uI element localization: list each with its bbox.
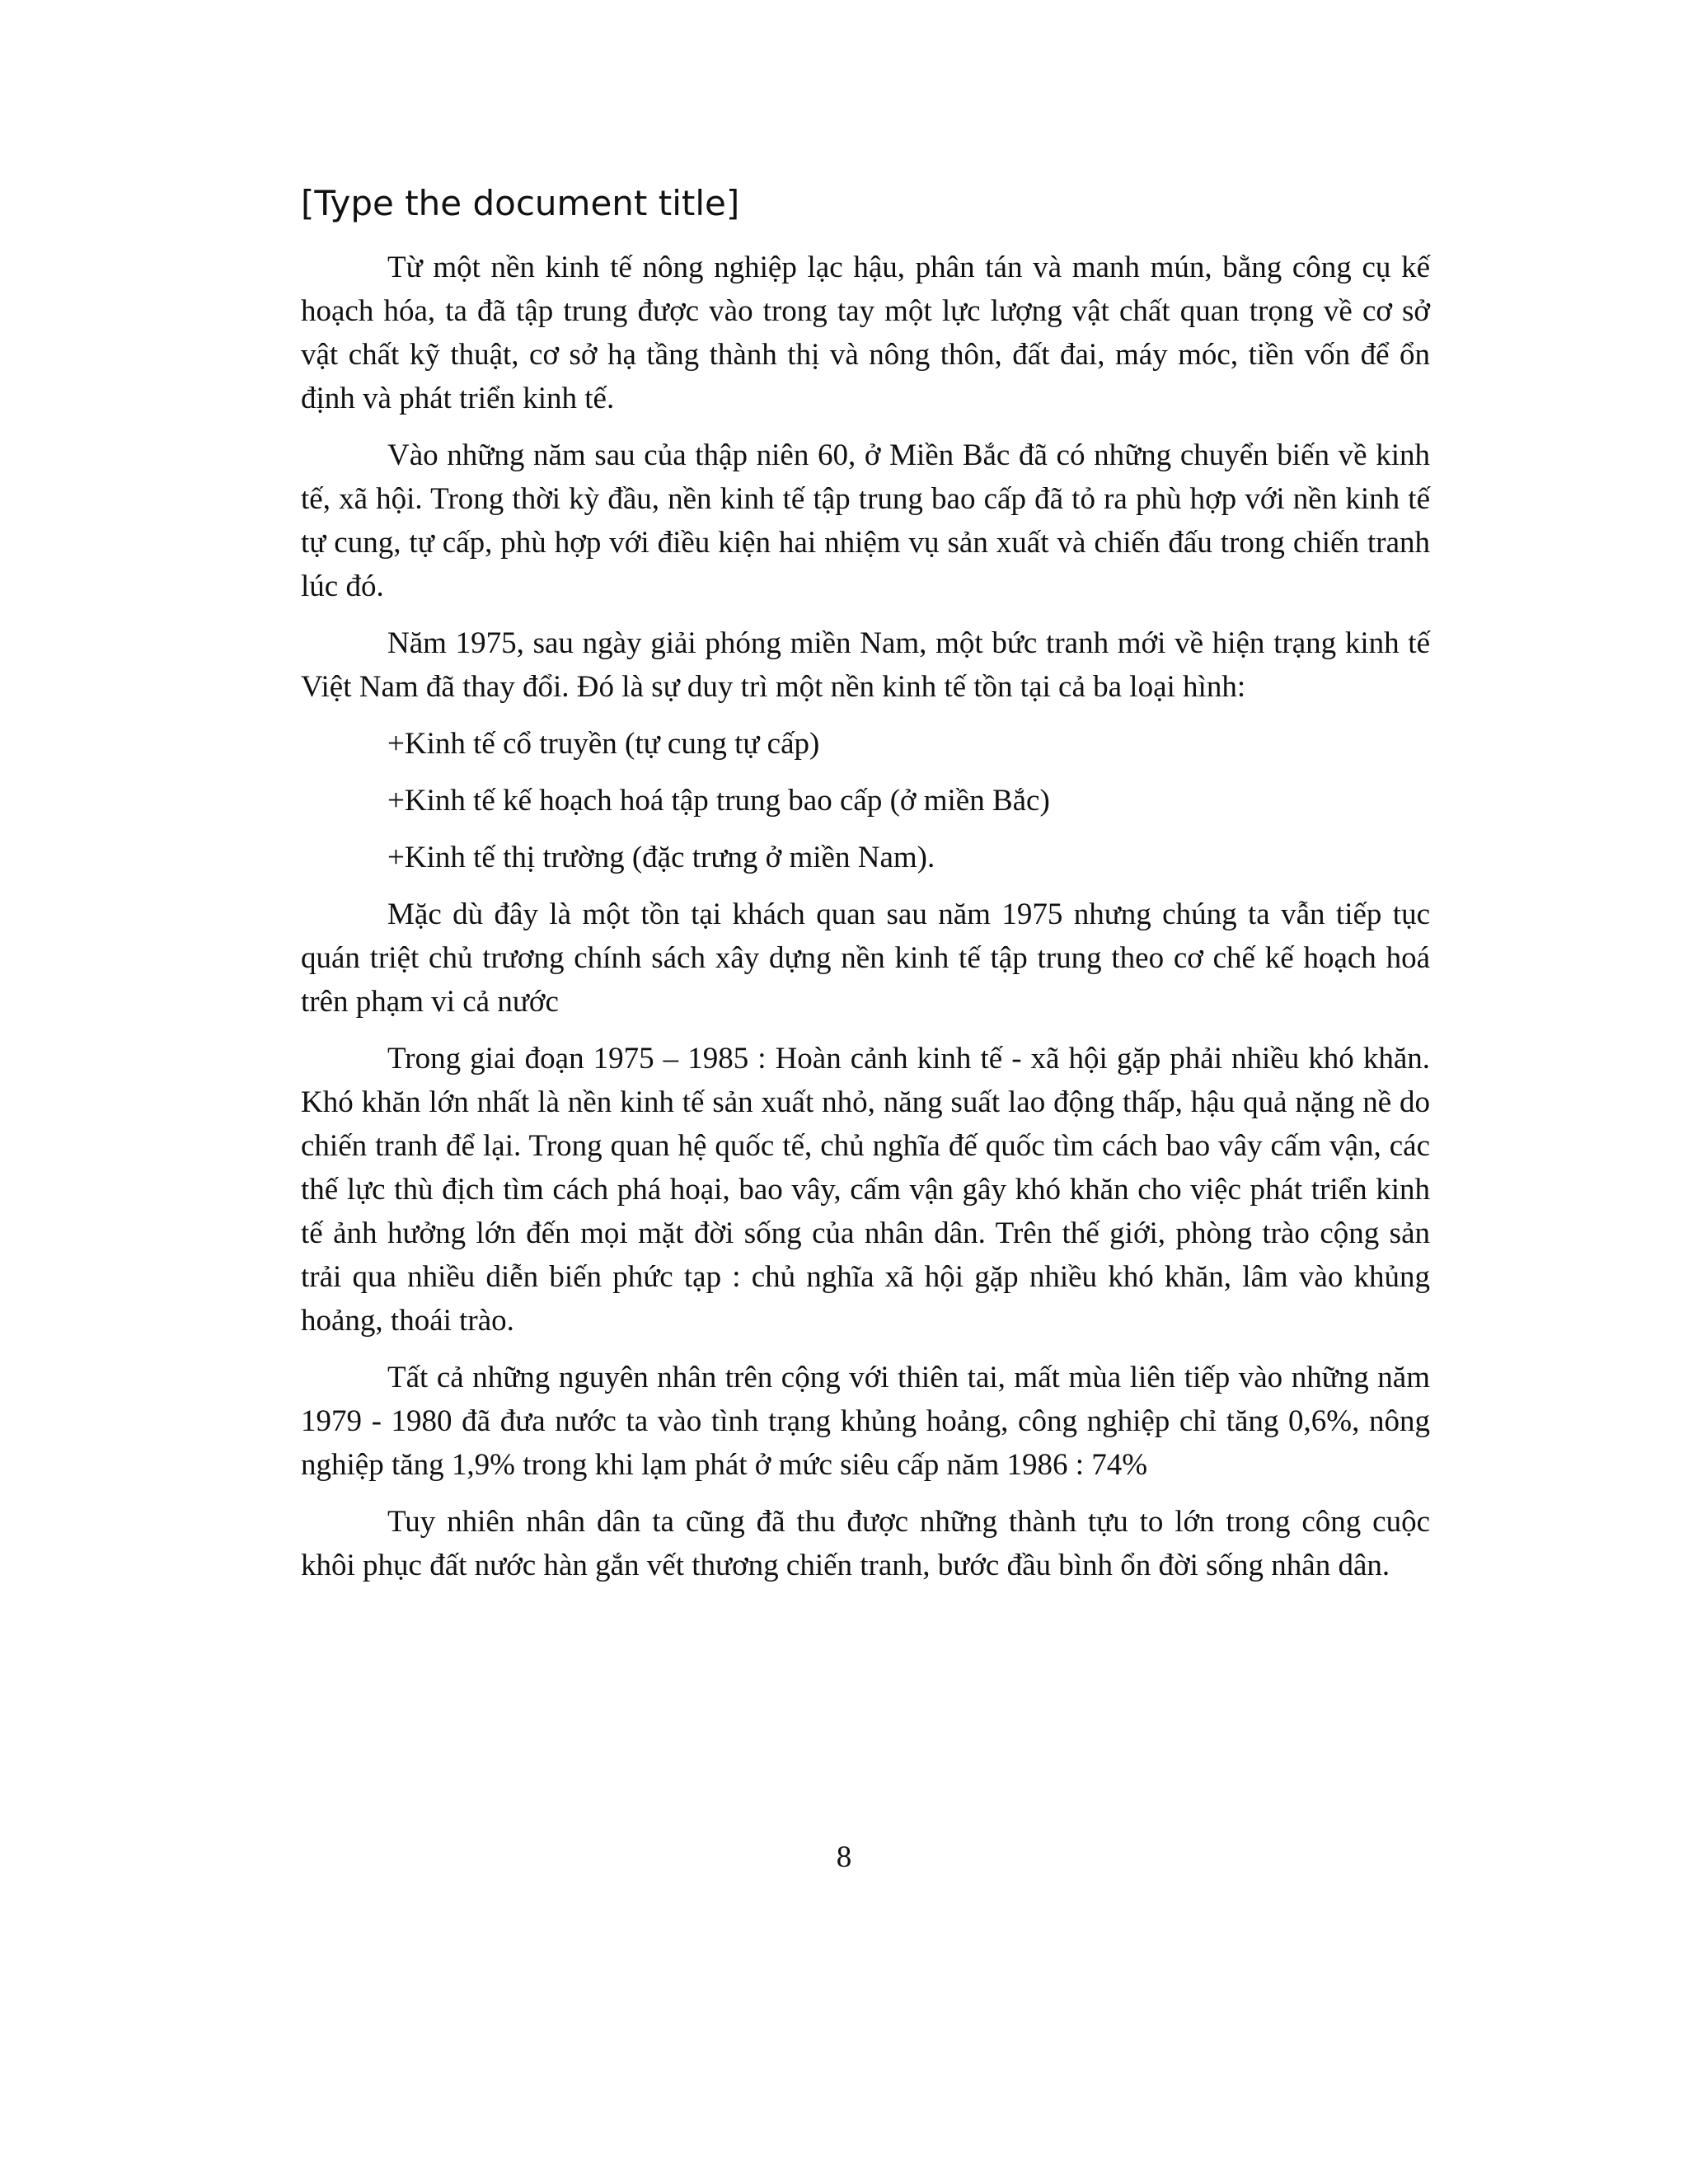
paragraph-4: Mặc dù đây là một tồn tại khách quan sau năm 1975 nhưng chúng ta vẫn tiếp tục quán triệt chủ trương chính sách xây dựng nền kinh tế tập trung theo cơ chế kế hoạch hoá trên phạm vi cả nước <box>301 898 1430 1019</box>
list-item-planned-economy: +Kinh tế kế hoạch hoá tập trung bao cấp (ở miền Bắc) <box>387 784 1050 818</box>
paragraph-6: Tất cả những nguyên nhân trên cộng với thiên tai, mất mùa liên tiếp vào những năm 1979 - 1980 đã đưa nước ta vào tình trạng khủng hoảng, công nghiệp chỉ tăng 0,6%, nông nghiệp tăng 1,9% trong khi lạm phát ở mức siêu cấp năm 1986 : 74% <box>301 1361 1430 1482</box>
paragraph-5: Trong giai đoạn 1975 – 1985 : Hoàn cảnh kinh tế - xã hội gặp phải nhiều khó khăn. Khó khăn lớn nhất là nền kinh tế sản xuất nhỏ, năng suất lao động thấp, hậu quả nặng nề do chiến tranh để lại. Trong quan hệ quốc tế, chủ nghĩa đế quốc tìm cách bao vây cấm vận, các thế lực thù địch tìm cách phá hoại, bao vây, cấm vận gây khó khăn cho việc phát triển kinh tế ảnh hưởng lớn đến mọi mặt đời sống của nhân dân. Trên thế giới, phòng trào cộng sản trải qua nhiều diễn biến phức tạp : chủ nghĩa xã hội gặp nhiều khó khăn, lâm vào khủng hoảng, thoái trào. <box>301 1042 1430 1338</box>
document-title-header: [Type the document title] <box>301 183 740 223</box>
list-item-traditional-economy: +Kinh tế cổ truyền (tự cung tự cấp) <box>387 727 820 761</box>
page-number: 8 <box>836 1840 852 1874</box>
document-body <box>301 246 1430 1601</box>
paragraph-7: Tuy nhiên nhân dân ta cũng đã thu được những thành tựu to lớn trong công cuộc khôi phục đất nước hàn gắn vết thương chiến tranh, bước đầu bình ổn đời sống nhân dân. <box>301 1505 1430 1582</box>
list-item-market-economy: +Kinh tế thị trường (đặc trưng ở miền Nam). <box>387 841 935 874</box>
paragraph-3: Năm 1975, sau ngày giải phóng miền Nam, một bức tranh mới về hiện trạng kinh tế Việt Nam đã thay đổi. Đó là sự duy trì một nền kinh tế tồn tại cả ba loại hình: <box>301 626 1430 704</box>
paragraph-1: Từ một nền kinh tế nông nghiệp lạc hậu, phân tán và manh mún, bằng công cụ kế hoạch hóa, ta đã tập trung được vào trong tay một lực lượng vật chất quan trọng về cơ sở vật chất kỹ thuật, cơ sở hạ tầng thành thị và nông thôn, đất đai, máy móc, tiền vốn để ổn định và phát triển kinh tế. <box>301 251 1430 415</box>
paragraph-2: Vào những năm sau của thập niên 60, ở Miền Bắc đã có những chuyển biến về kinh tế, xã hội. Trong thời kỳ đầu, nền kinh tế tập trung bao cấp đã tỏ ra phù hợp với nền kinh tế tự cung, tự cấp, phù hợp với điều kiện hai nhiệm vụ sản xuất và chiến đấu trong chiến tranh lúc đó. <box>301 438 1430 603</box>
